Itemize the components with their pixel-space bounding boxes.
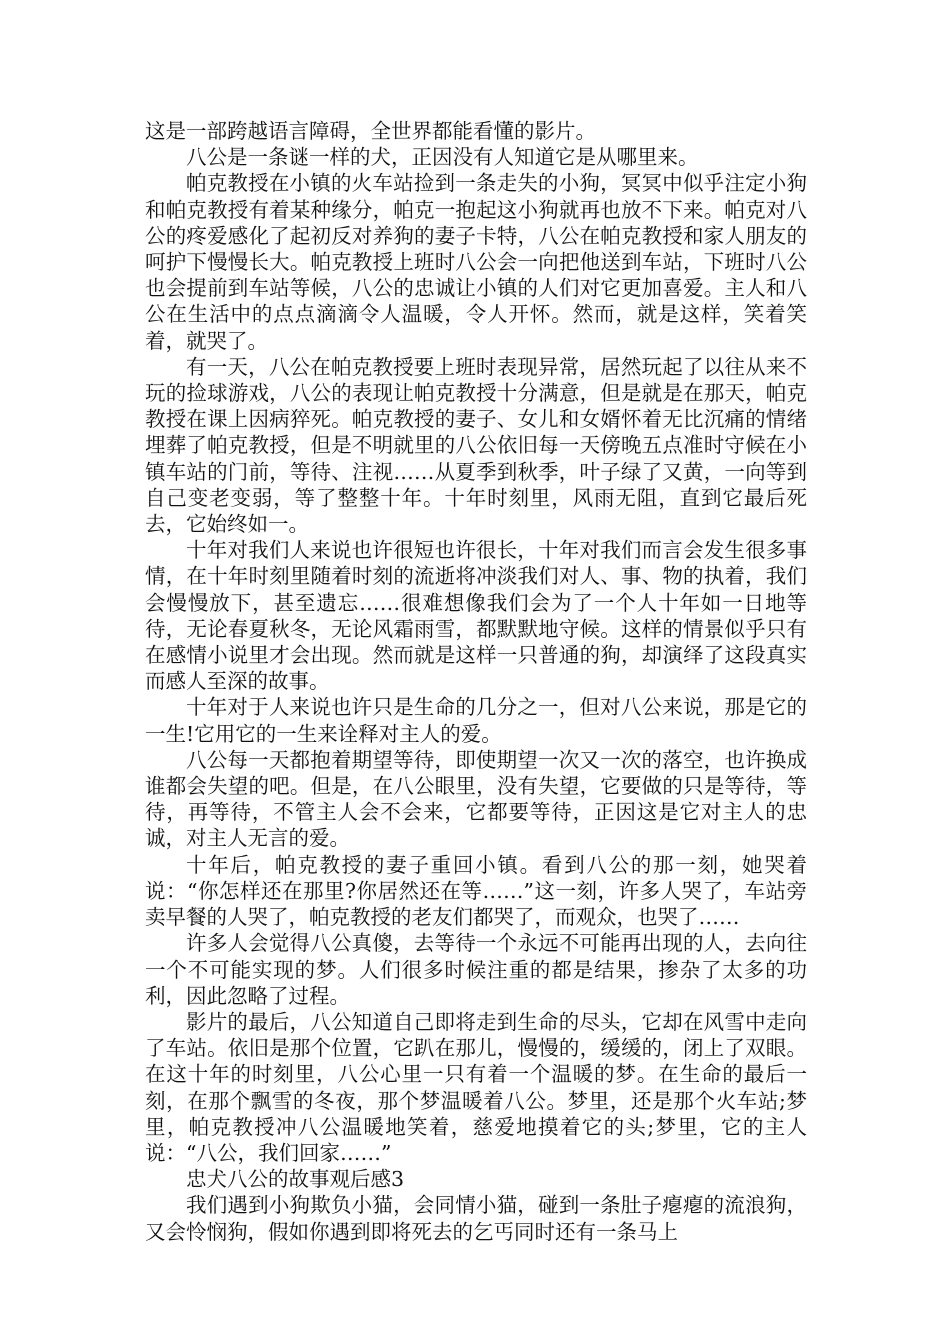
- paragraph-4: 有一天，八公在帕克教授要上班时表现异常，居然玩起了以往从来不玩的捡球游戏，八公的表现让帕克教授十分满意，但是就是在那天，帕克教授在课上因病猝死。帕克教授的妻子、女儿和女婿怀着无比沉痛的情绪埋葬了帕克教授，但是不明就里的八公依旧每一天傍晚五点准时守候在小镇车站的门前，等待、注视……从夏季到秋季，叶子绿了又黄，一向等到自己变老变弱，等了整整十年。十年时刻里，风雨无阻，直到它最后死去，它始终如一。: [145, 354, 807, 537]
- paragraph-3: 帕克教授在小镇的火车站捡到一条走失的小狗，冥冥中似乎注定小狗和帕克教授有着某种缘分，帕克一抱起这小狗就再也放不下来。帕克对八公的疼爱感化了起初反对养狗的妻子卡特，八公在帕克教授和家人朋友的呵护下慢慢长大。帕克教授上班时八公会一向把他送到车站，下班时八公也会提前到车站等候，八公的忠诚让小镇的人们对它更加喜爱。主人和八公在生活中的点点滴滴令人温暖，令人开怀。然而，就是这样，笑着笑着，就哭了。: [145, 171, 807, 353]
- section-heading: 忠犬八公的故事观后感3: [186, 1167, 405, 1192]
- paragraph-1: 这是一部跨越语言障碍，全世界都能看懂的影片。: [145, 119, 596, 143]
- paragraph-10: 影片的最后，八公知道自己即将走到生命的尽头，它却在风雪中走向了车站。依旧是那个位置，它趴在那儿，慢慢的，缓缓的，闭上了双眼。在这十年的时刻里，八公心里一只有着一个温暖的梦。在生命的最后一刻，在那个飘雪的冬夜，那个梦温暖着八公。梦里，还是那个火车站;梦里，帕克教授冲八公温暖地笑着，慈爱地摸着它的头;梦里，它的主人说：“八公，我们回家……”: [145, 1009, 807, 1165]
- paragraph-11: 我们遇到小狗欺负小猫，会同情小猫，碰到一条肚子瘪瘪的流浪狗，又会怜悯狗，假如你遇到即将死去的乞丐同时还有一条马上: [145, 1193, 807, 1244]
- document-body: [145, 118, 807, 1245]
- paragraph-8: 十年后，帕克教授的妻子重回小镇。看到八公的那一刻，她哭着说：“你怎样还在那里?你居然还在等……”这一刻，许多人哭了，车站旁卖早餐的人哭了，帕克教授的老友们都哭了，而观众，也哭了……: [145, 852, 807, 930]
- paragraph-2: 八公是一条谜一样的犬，正因没有人知道它是从哪里来。: [186, 145, 699, 170]
- paragraph-5: 十年对我们人来说也许很短也许很长，十年对我们而言会发生很多事情，在十年时刻里随着时刻的流逝将冲淡我们对人、事、物的执着，我们会慢慢放下，甚至遗忘……很难想像我们会为了一个人十年如一日地等待，无论春夏秋冬，无论风霜雨雪，都默默地守候。这样的情景似乎只有在感情小说里才会出现。然而就是这样一只普通的狗，却演绎了这段真实而感人至深的故事。: [145, 538, 807, 694]
- paragraph-6: 十年对于人来说也许只是生命的几分之一，但对八公来说，那是它的一生!它用它的一生来诠释对主人的爱。: [145, 695, 807, 746]
- paragraph-7: 八公每一天都抱着期望等待，即使期望一次又一次的落空，也许换成谁都会失望的吧。但是，在八公眼里，没有失望，它要做的只是等待，等待，再等待，不管主人会不会来，它都要等待，正因这是它对主人的忠诚，对主人无言的爱。: [145, 747, 807, 851]
- paragraph-9: 许多人会觉得八公真傻，去等待一个永远不可能再出现的人，去向往一个不可能实现的梦。人们很多时候注重的都是结果，掺杂了太多的功利，因此忽略了过程。: [145, 931, 807, 1008]
